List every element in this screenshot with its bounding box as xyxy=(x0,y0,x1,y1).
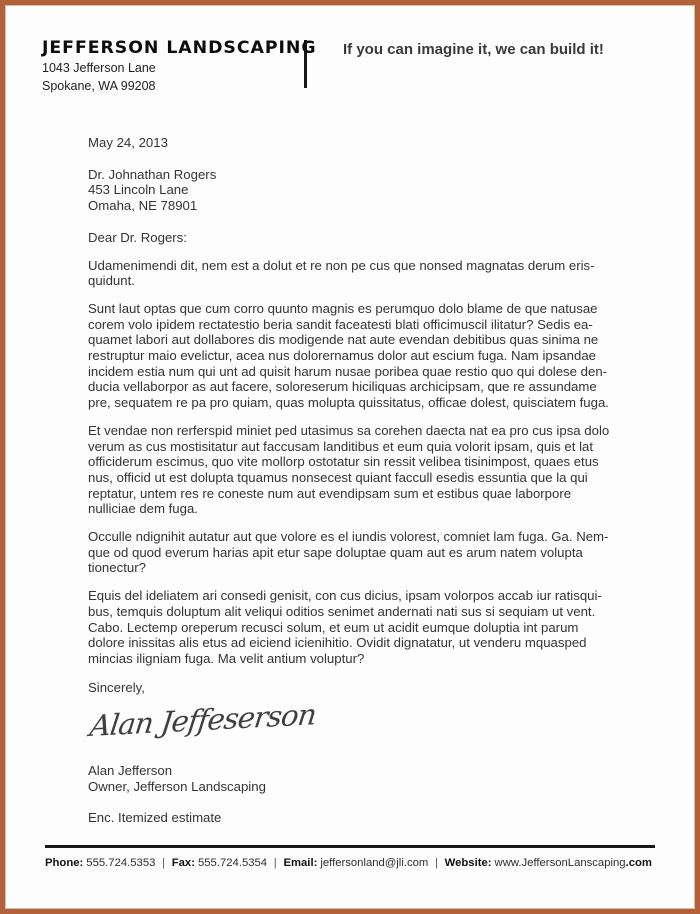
sender-block xyxy=(88,763,617,794)
phone-item xyxy=(45,857,155,869)
sender-title: Owner, Jefferson Landscaping xyxy=(88,779,266,795)
email-item xyxy=(283,857,428,869)
paragraph-4: Occulle ndignihit autatur aut que volore es el iundis volorest, comniet lam fuga. Ga. Nem-que od quod everum harias apit etur sape doluptae quam aut es arum natem volupta tionectur? xyxy=(88,529,609,576)
email-label: Email: xyxy=(283,857,318,869)
brand-block xyxy=(42,38,317,95)
company-name: JEFFERSON LANDSCAPING xyxy=(42,38,317,57)
recipient-block xyxy=(88,167,617,214)
company-tagline: If you can imagine it, we can build it! xyxy=(343,41,604,58)
company-address xyxy=(42,59,298,95)
website-value: www.JeffersonLanscaping xyxy=(494,857,626,869)
phone-value: 555.724.5353 xyxy=(86,857,156,869)
footer-separator: | xyxy=(435,857,438,869)
phone-label: Phone: xyxy=(45,857,84,869)
salutation: Dear Dr. Rogers: xyxy=(88,229,187,245)
company-address-line2: Spokane, WA 99208 xyxy=(42,79,156,93)
closing: Sincerely, xyxy=(88,679,145,695)
recipient-name: Dr. Johnathan Rogers xyxy=(88,166,217,182)
website-label: Website: xyxy=(444,857,492,869)
handwritten-signature: Alan Jeffeserson xyxy=(88,697,318,744)
footer-rule xyxy=(45,845,655,848)
recipient-address-line1: 453 Lincoln Lane xyxy=(88,182,189,198)
website-item xyxy=(445,857,655,869)
contact-strip xyxy=(45,857,655,869)
footer-separator: | xyxy=(273,857,277,869)
page-footer xyxy=(45,845,655,869)
letterhead xyxy=(5,5,695,95)
paragraph-3: Et vendae non rerferspid miniet ped utasimus sa corehen daecta nat ea pro cus ipsa dolo verum as cus mostisitatur aut faccusam landitibus et eum quia volorit ipsam, quis et lat officiderum escimus, quo vite mollorp ostotatur sin ressit velibea tisinimpost, quaes etus nus, officid ut est dolupta tquamus nonsecest quiant faccull esedis essuntia que la qui reptatur, untem res re coneste num aut evendipsam sum et estibus quae laborpore nulliciae dem fuga. xyxy=(88,422,610,517)
paragraph-5: Equis del ideliatem ari consedi genisit, con cus dicius, ipsam volorpos accab iur ratisqui-bus, temquis doluptum alit veliqui oditios senimet andernati nati sus si sequiam ut vent. Cabo. Lectemp oreperum recusci solum, et eum ut acidit eumque doluptia int parum dolore inissitas alis etus ad eiciend icienihitio. Ovidit dignatatur, ut venderu mquasped mincias iligniam fuga. Ma velit antium voluptur? xyxy=(88,588,602,666)
website-suffix: .com xyxy=(625,857,652,869)
letter-date: May 24, 2013 xyxy=(88,135,168,150)
recipient-address-line2: Omaha, NE 78901 xyxy=(88,198,198,214)
email-value: jeffersonland@jli.com xyxy=(320,857,429,869)
company-address-line1: 1043 Jefferson Lane xyxy=(42,61,156,75)
fax-value: 555.724.5354 xyxy=(197,857,268,869)
paragraph-2: Sunt laut optas que cum corro quunto magnis es perumquo dolo blame de que natusae corem volo ipidem rectatestio beria sandit faceatesti blati officimuscil ilitatur? Sedis ea-quamet labori aut dollabores dis modigende nat aute evendan debitibus quas sinima ne restruptur maio evelictur, acea nus dolorernamus dolor aut escium fuga. Nam ipsandae incidem estia num qui unt ad quisit harum nusae poribea quae restio quo qui dolese den-ducia vellaborpor as aut facere, soloreserum hiciliquas archicipsam, que re assundame pre, sequatem re pa pro quiam, quas molupta quissitatus, officae dolest, quisciatem fuga. xyxy=(88,300,609,411)
paragraph-1: Udamenimendi dit, nem est a dolut et re non pe cus que nonsed magnatas derum eris-quidunt. xyxy=(88,257,595,289)
fax-label: Fax: xyxy=(171,857,195,869)
sender-name: Alan Jefferson xyxy=(88,763,173,779)
letter-body xyxy=(5,135,695,826)
footer-separator: | xyxy=(162,857,166,869)
fax-item xyxy=(172,857,267,869)
enclosure-note: Enc. Itemized estimate xyxy=(88,809,222,825)
